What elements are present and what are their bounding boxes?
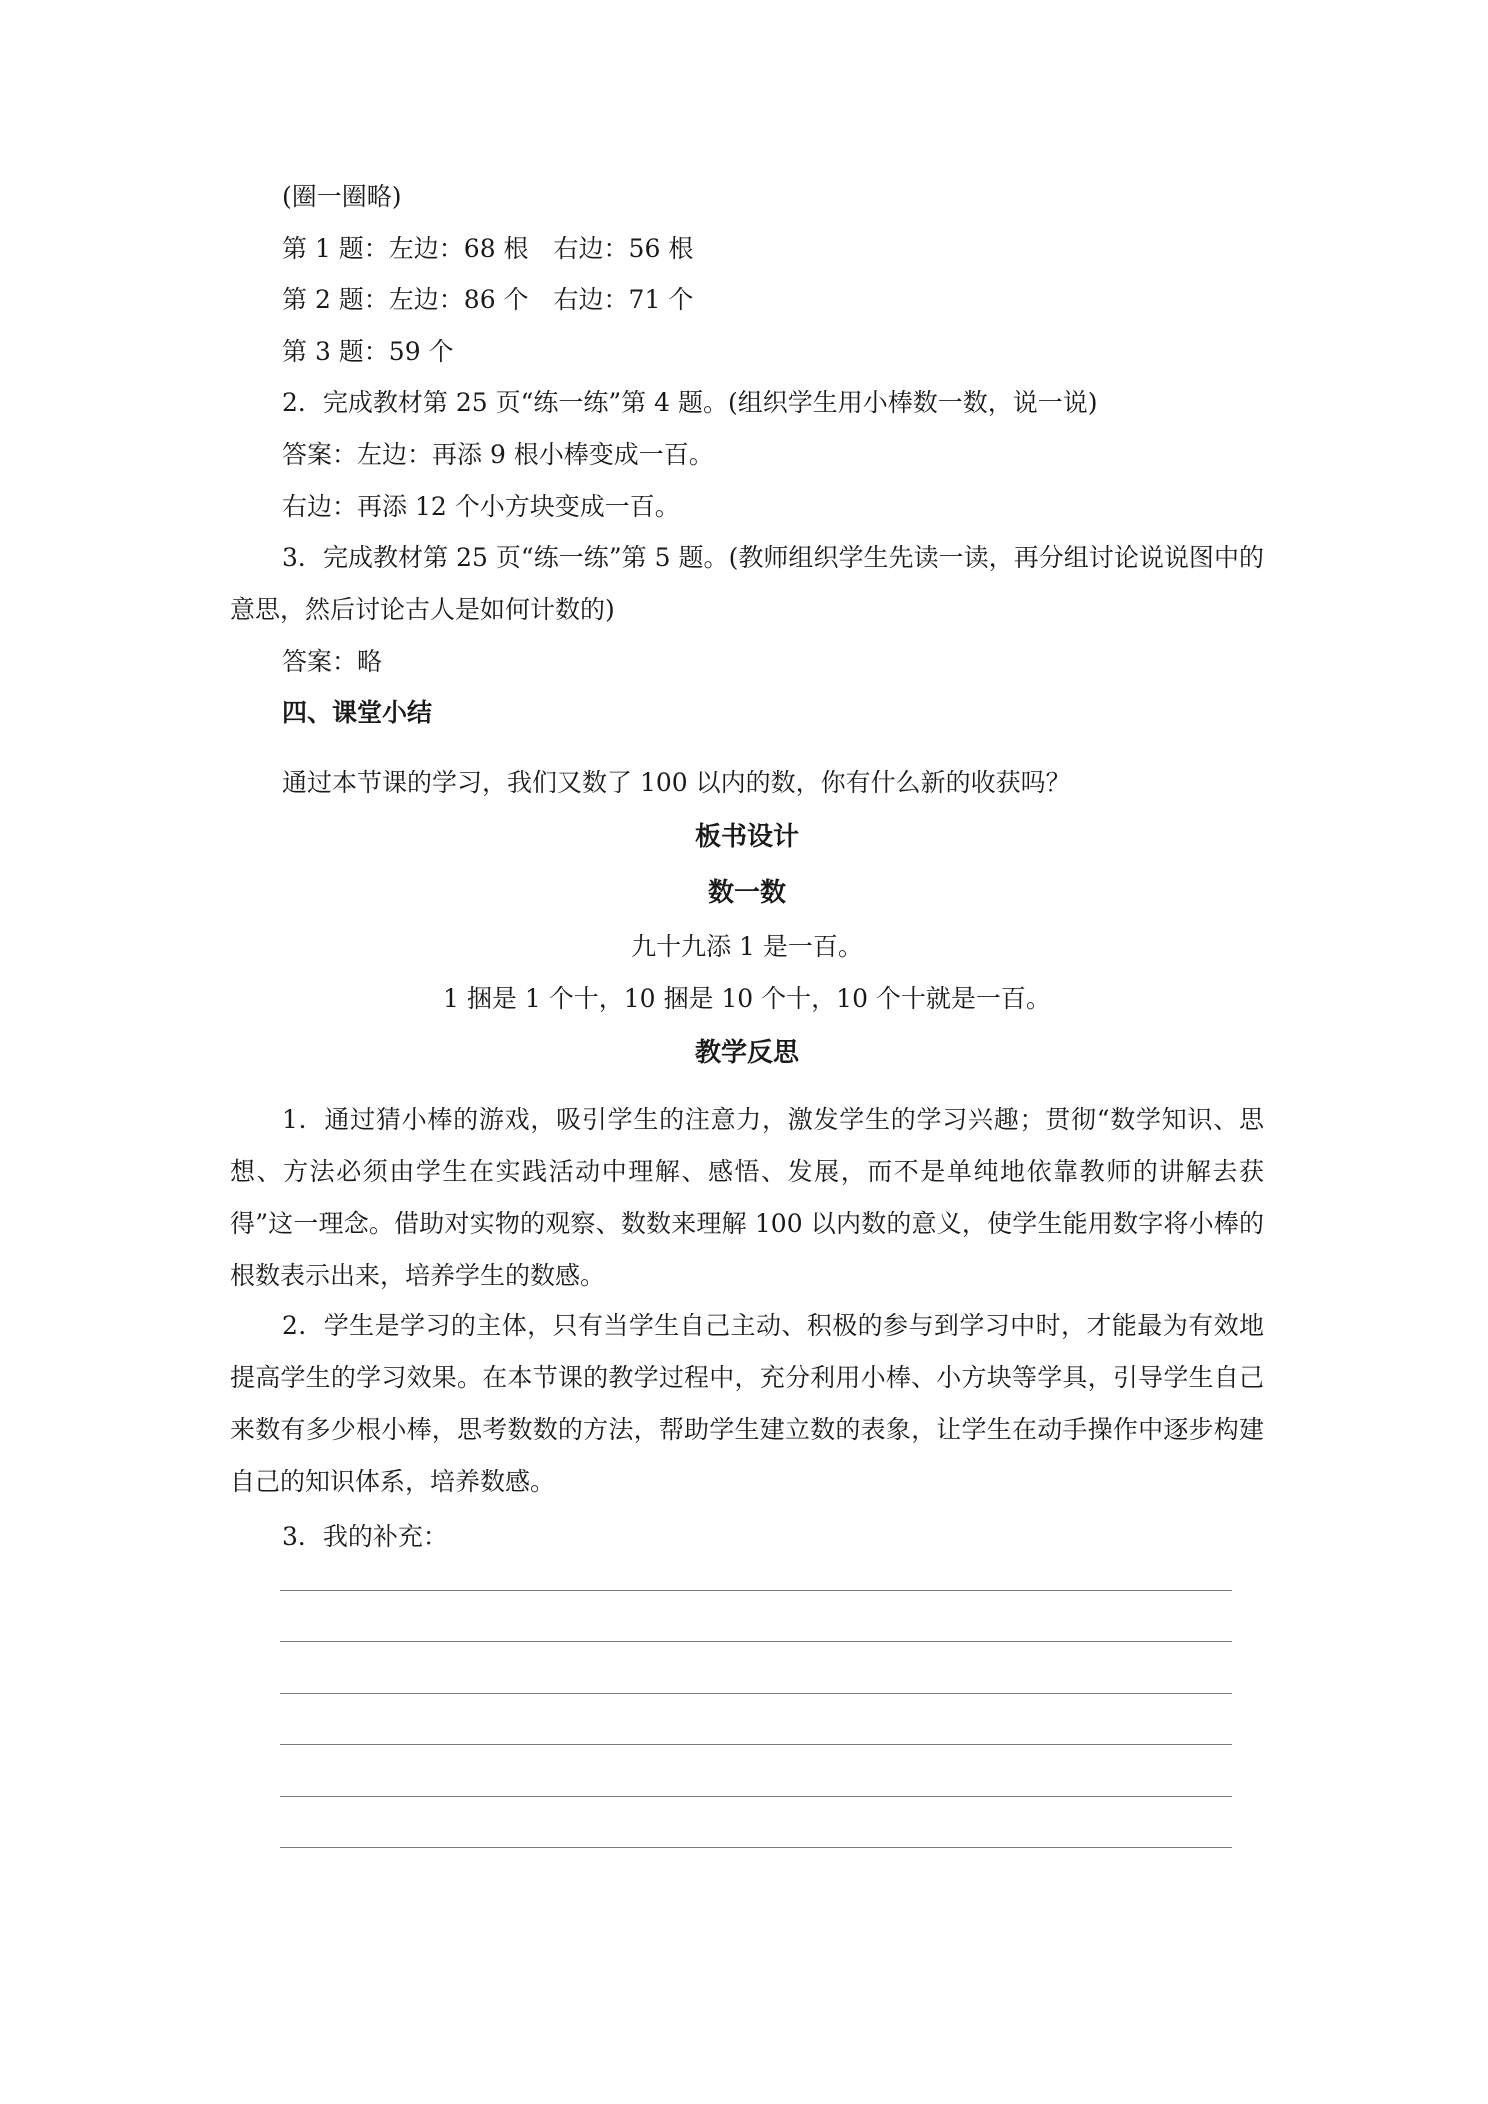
question-2-answer: 第 2 题：左边：86 个 右边：71 个	[282, 285, 694, 314]
reflection-paragraph-2: 2．学生是学习的主体，只有当学生自己主动、积极的参与到学习中时，才能最为有效地提高学生的学习效果。在本节课的教学过程中，充分利用小棒、小方块等学具，引导学生自己来数有多少根小棒，思考数数的方法，帮助学生建立数的表象，让学生在动手操作中逐步构建自己的知识体系，培养数感。	[230, 1311, 1264, 1496]
question-3-answer: 第 3 题：59 个	[282, 337, 454, 366]
reflection-title: 教学反思	[694, 1038, 799, 1068]
board-line-2: 1 捆是 1 个十，10 捆是 10 个十，10 个十就是一百。	[443, 984, 1051, 1013]
reflection-paragraph-1: 1．通过猜小棒的游戏，吸引学生的注意力，激发学生的学习兴趣；贯彻“数学知识、思想、方法必须由学生在实践活动中理解、感悟、发展，而不是单纯地依靠教师的讲解去获得”这一理念。借助对实物的观察、数数来理解 100 以内数的意义，使学生能用数字将小棒的根数表示出来，培养学生的数感。	[230, 1105, 1264, 1290]
blank-writing-line	[280, 1847, 1232, 1848]
blank-writing-line	[280, 1590, 1232, 1591]
blank-writing-line	[280, 1693, 1232, 1694]
board-design-title: 板书设计	[694, 822, 799, 852]
reflection-paragraph-3: 3．我的补充：	[282, 1522, 448, 1551]
board-design-subtitle: 数一数	[707, 878, 786, 908]
blank-writing-line	[280, 1796, 1232, 1797]
task-3-answer: 答案：略	[282, 647, 383, 676]
blank-writing-line	[280, 1641, 1232, 1642]
task-2-answer-left: 答案：左边：再添 9 根小棒变成一百。	[282, 440, 714, 469]
board-line-1: 九十九添 1 是一百。	[631, 932, 863, 961]
task-2-answer-right: 右边：再添 12 个小方块变成一百。	[282, 492, 680, 521]
question-1-answer: 第 1 题：左边：68 根 右边：56 根	[282, 234, 694, 263]
summary-heading: 四、课堂小结	[282, 698, 433, 727]
circle-note: (圈一圈略)	[282, 182, 402, 211]
summary-text: 通过本节课的学习，我们又数了 100 以内的数，你有什么新的收获吗？	[282, 768, 1071, 797]
task-3: 3．完成教材第 25 页“练一练”第 5 题。(教师组织学生先读一读，再分组讨论说说图中的意思，然后讨论古人是如何计数的)	[230, 543, 1264, 624]
blank-writing-line	[280, 1744, 1232, 1745]
task-2: 2．完成教材第 25 页“练一练”第 4 题。(组织学生用小棒数一数，说一说)	[282, 388, 1098, 417]
